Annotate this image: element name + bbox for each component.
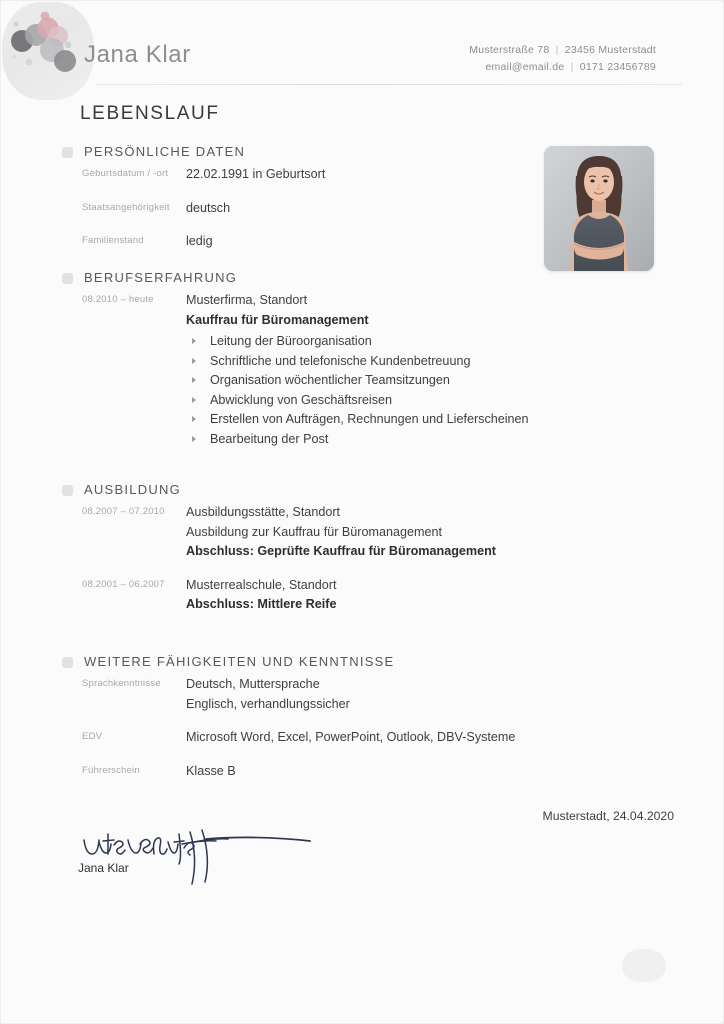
section-0 <box>62 144 674 252</box>
entry-line-emphasis: Kauffrau für Büromanagement <box>186 312 369 327</box>
section-heading-label: BERUFSERFAHRUNG <box>84 270 238 285</box>
signature-name: Jana Klar <box>78 861 129 875</box>
entry-body <box>186 232 674 252</box>
entry-body <box>186 675 674 714</box>
entry-line: Ausbildung zur Kauffrau für Büromanagement <box>186 524 442 539</box>
contact-separator-2: | <box>570 61 574 73</box>
entry-row <box>62 762 674 782</box>
contact-separator-1: | <box>555 44 559 56</box>
entry-body <box>186 762 674 782</box>
section-heading <box>62 144 674 159</box>
section-heading-label: AUSBILDUNG <box>84 482 182 497</box>
entry-row <box>62 576 674 615</box>
section-marker-icon <box>62 273 73 284</box>
list-item-label: Erstellen von Aufträgen, Rechnungen und Lieferscheinen <box>210 412 529 426</box>
contact-street: Musterstraße 78 <box>469 44 550 56</box>
entry-line: Microsoft Word, Excel, PowerPoint, Outlook, DBV-Systeme <box>186 730 516 744</box>
corner-decoration <box>622 949 666 982</box>
signature <box>78 826 338 888</box>
section-heading <box>62 654 674 669</box>
section-heading <box>62 482 674 497</box>
triangle-bullet-icon <box>192 377 196 383</box>
section-marker-icon <box>62 147 73 158</box>
entry-line-emphasis: Abschluss: Mittlere Reife <box>186 597 337 611</box>
contact-phone[interactable]: 0171 23456789 <box>579 61 656 73</box>
entry-line: ledig <box>186 234 213 248</box>
entry-line-emphasis: Abschluss: Geprüfte Kauffrau für Büromanagement <box>186 544 496 558</box>
list-item <box>186 391 674 411</box>
section-2 <box>62 482 674 615</box>
triangle-bullet-icon <box>192 416 196 422</box>
entry-label: Staatsangehörigkeit <box>82 201 170 213</box>
entry-row <box>62 232 674 252</box>
entry-body <box>186 165 674 185</box>
entry-label: Sprachkenntnisse <box>82 678 161 689</box>
entry-row <box>62 728 674 748</box>
entry-body <box>186 728 674 748</box>
triangle-bullet-icon <box>192 338 196 344</box>
list-item <box>186 371 674 391</box>
section-marker-icon <box>62 485 73 496</box>
entry-label: Geburtsdatum / -ort <box>82 168 169 179</box>
entry-line: Ausbildungsstätte, Standort <box>186 505 341 519</box>
signature-handwriting-icon <box>78 826 338 888</box>
entry-line: Musterfirma, Standort <box>186 293 308 307</box>
entry-row <box>62 503 674 562</box>
list-item <box>186 352 674 372</box>
triangle-bullet-icon <box>192 436 196 442</box>
entry-body <box>186 576 674 615</box>
entry-body <box>186 199 674 219</box>
entry-line: Deutsch, Muttersprache <box>186 677 320 691</box>
applicant-name: Jana Klar <box>84 41 191 68</box>
section-heading-label: WEITERE FÄHIGKEITEN UND KENNTNISSE <box>84 654 395 669</box>
task-list <box>186 332 674 449</box>
place-and-date: Musterstadt, 24.04.2020 <box>542 809 674 823</box>
entry-row <box>62 199 674 219</box>
document-title: LEBENSLAUF <box>80 103 220 124</box>
section-heading-label: PERSÖNLICHE DATEN <box>84 144 246 159</box>
section-3 <box>62 654 674 781</box>
entry-line: deutsch <box>186 200 231 215</box>
entry-line: Musterrealschule, Standort <box>186 577 337 592</box>
triangle-bullet-icon <box>192 397 196 403</box>
contact-city: 23456 Musterstadt <box>564 44 656 56</box>
entry-label: 08.2010 – heute <box>82 294 154 305</box>
list-item <box>186 410 674 430</box>
entry-label: Familienstand <box>82 235 144 246</box>
entry-row <box>62 675 674 714</box>
list-item-label: Leitung der Büroorganisation <box>210 334 372 348</box>
entry-line: Englisch, verhandlungssicher <box>186 696 350 711</box>
entry-label: 08.2007 – 07.2010 <box>82 506 165 517</box>
list-item-label: Organisation wöchentlicher Teamsitzungen <box>210 373 450 387</box>
section-marker-icon <box>62 657 73 668</box>
list-item-label: Abwicklung von Geschäftsreisen <box>210 392 393 407</box>
entry-label: 08.2001 – 06.2007 <box>82 578 165 590</box>
entry-row <box>62 165 674 185</box>
section-1 <box>62 270 674 449</box>
contact-email[interactable]: email@email.de <box>485 61 565 73</box>
entry-line: Klasse B <box>186 763 236 778</box>
list-item <box>186 332 674 352</box>
entry-line: 22.02.1991 in Geburtsort <box>186 167 326 181</box>
entry-label: EDV <box>82 731 103 742</box>
entry-body <box>186 291 674 449</box>
list-item-label: Schriftliche und telefonische Kundenbetreuung <box>210 353 471 368</box>
entry-label: Führerschein <box>82 764 140 776</box>
triangle-bullet-icon <box>192 358 196 364</box>
list-item-label: Bearbeitung der Post <box>210 431 329 446</box>
entry-row <box>62 291 674 449</box>
entry-body <box>186 503 674 562</box>
list-item <box>186 430 674 450</box>
section-heading <box>62 270 674 285</box>
